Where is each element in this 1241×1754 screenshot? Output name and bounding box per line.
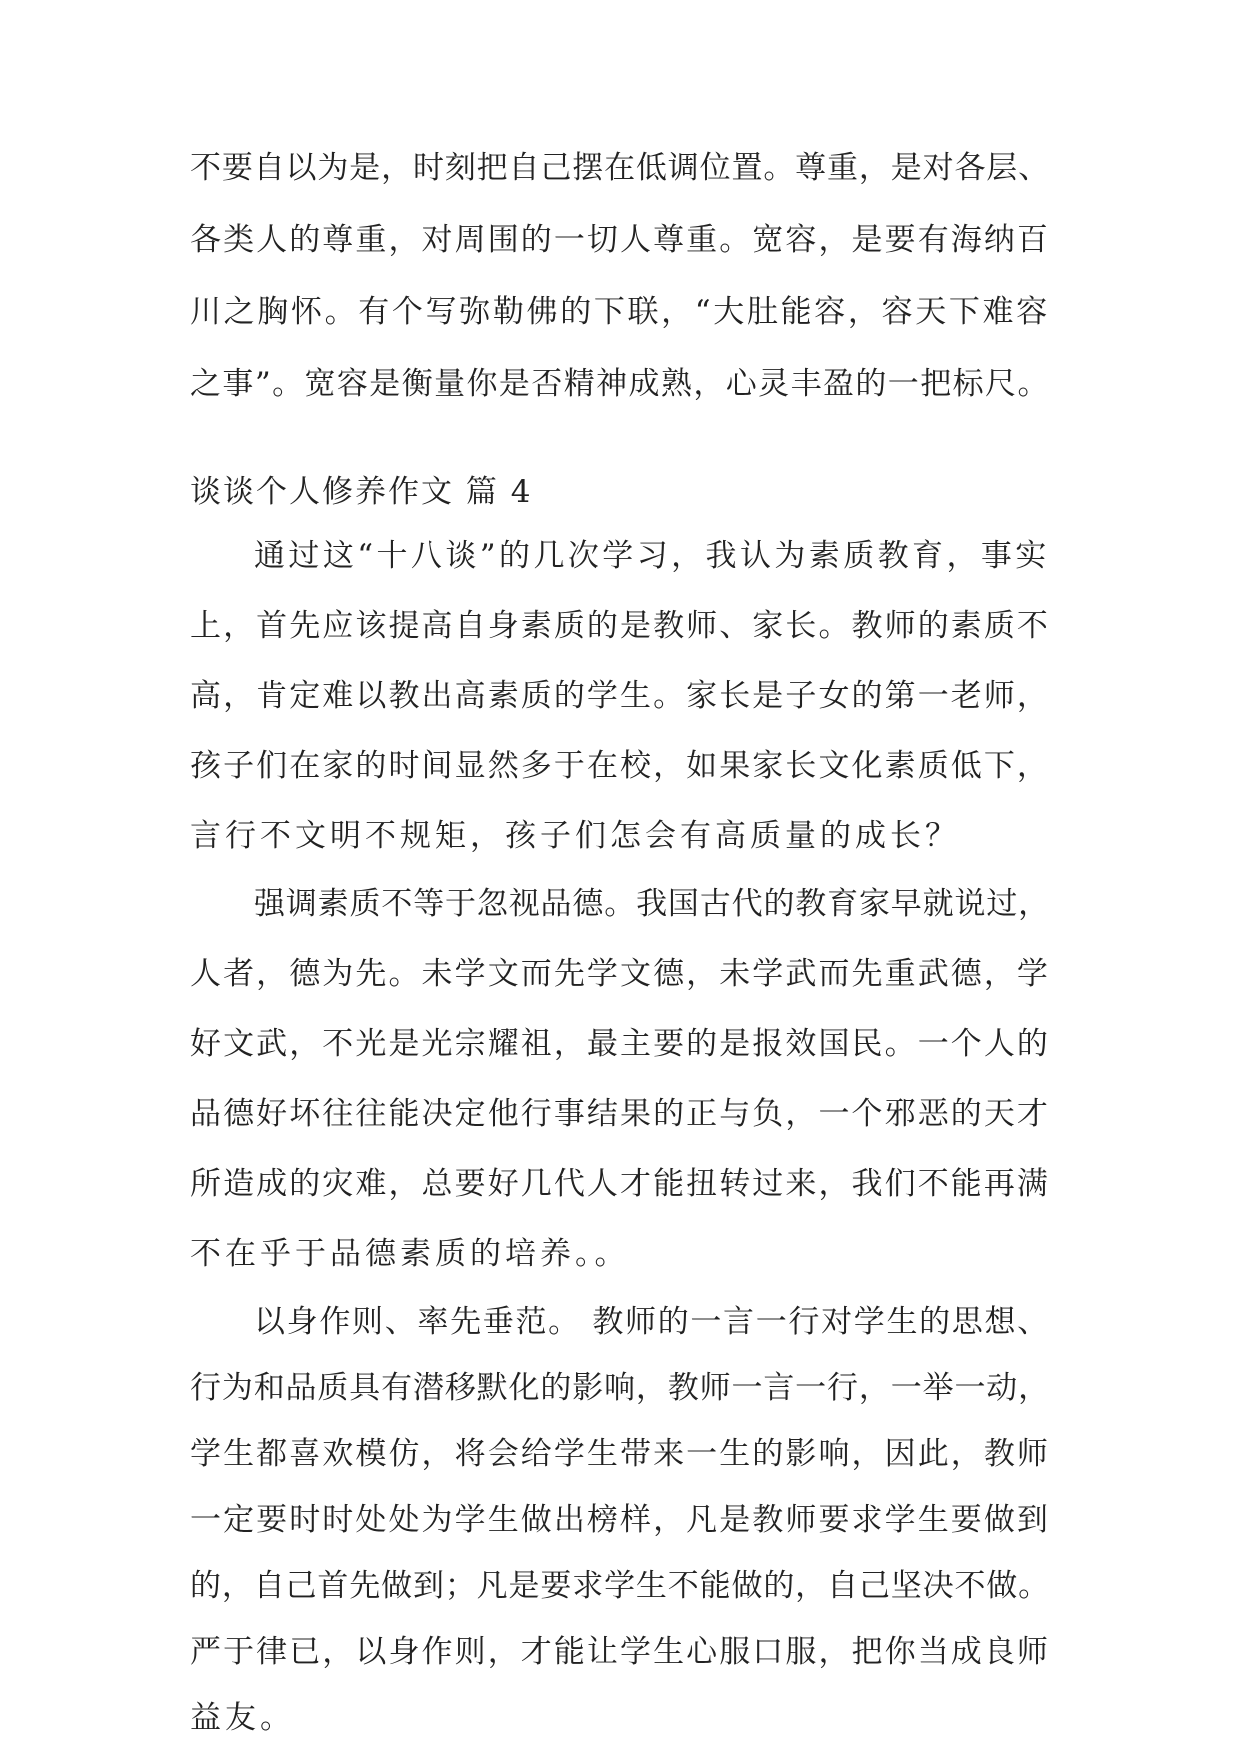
paragraph-line: 各类人的尊重，对周围的一切人尊重。宽容，是要有海纳百 [190,222,1050,258]
paragraph-line: 高，肯定难以教出高素质的学生。家长是子女的第一老师， [190,678,1050,714]
paragraph-line: 强调素质不等于忽视品德。我国古代的教育家早就说过， [254,886,1050,922]
paragraph-line: 不要自以为是，时刻把自己摆在低调位置。尊重，是对各层、 [190,150,1050,186]
paragraph-line: 以身作则、率先垂范。 教师的一言一行对学生的思想、 [254,1304,1050,1340]
paragraph-line: 严于律已，以身作则，才能让学生心服口服，把你当成良师 [190,1634,1050,1670]
paragraph-line: 品德好坏往往能决定他行事结果的正与负，一个邪恶的天才 [190,1096,1050,1132]
paragraph-line: 一定要时时处处为学生做出榜样，凡是教师要求学生要做到 [190,1502,1050,1538]
paragraph-line: 好文武，不光是光宗耀祖，最主要的是报效国民。一个人的 [190,1026,1050,1062]
paragraph-line: 上，首先应该提高自身素质的是教师、家长。教师的素质不 [190,608,1050,644]
section-heading: 谈谈个人修养作文 篇 4 [190,474,533,510]
paragraph-line: 孩子们在家的时间显然多于在校，如果家长文化素质低下， [190,748,1050,784]
paragraph-line: 益友。 [190,1700,295,1736]
paragraph-line: 所造成的灾难，总要好几代人才能扭转过来，我们不能再满 [190,1166,1050,1202]
paragraph-line: 学生都喜欢模仿，将会给学生带来一生的影响，因此，教师 [190,1436,1050,1472]
paragraph-line: 之事”。宽容是衡量你是否精神成熟，心灵丰盈的一把标尺。 [190,366,1050,402]
paragraph-line: 人者，德为先。未学文而先学文德，未学武而先重武德，学 [190,956,1050,992]
paragraph-line: 的，自己首先做到；凡是要求学生不能做的，自己坚决不做。 [190,1568,1050,1604]
paragraph-line: 不在乎于品德素质的培养。。 [190,1236,630,1272]
paragraph-line: 行为和品质具有潜移默化的影响，教师一言一行，一举一动， [190,1370,1050,1406]
paragraph-line: 言行不文明不规矩，孩子们怎会有高质量的成长？ [190,818,960,854]
paragraph-line: 通过这“十八谈”的几次学习，我认为素质教育，事实 [254,538,1050,574]
paragraph-line: 川之胸怀。有个写弥勒佛的下联，“大肚能容，容天下难容 [190,294,1050,330]
